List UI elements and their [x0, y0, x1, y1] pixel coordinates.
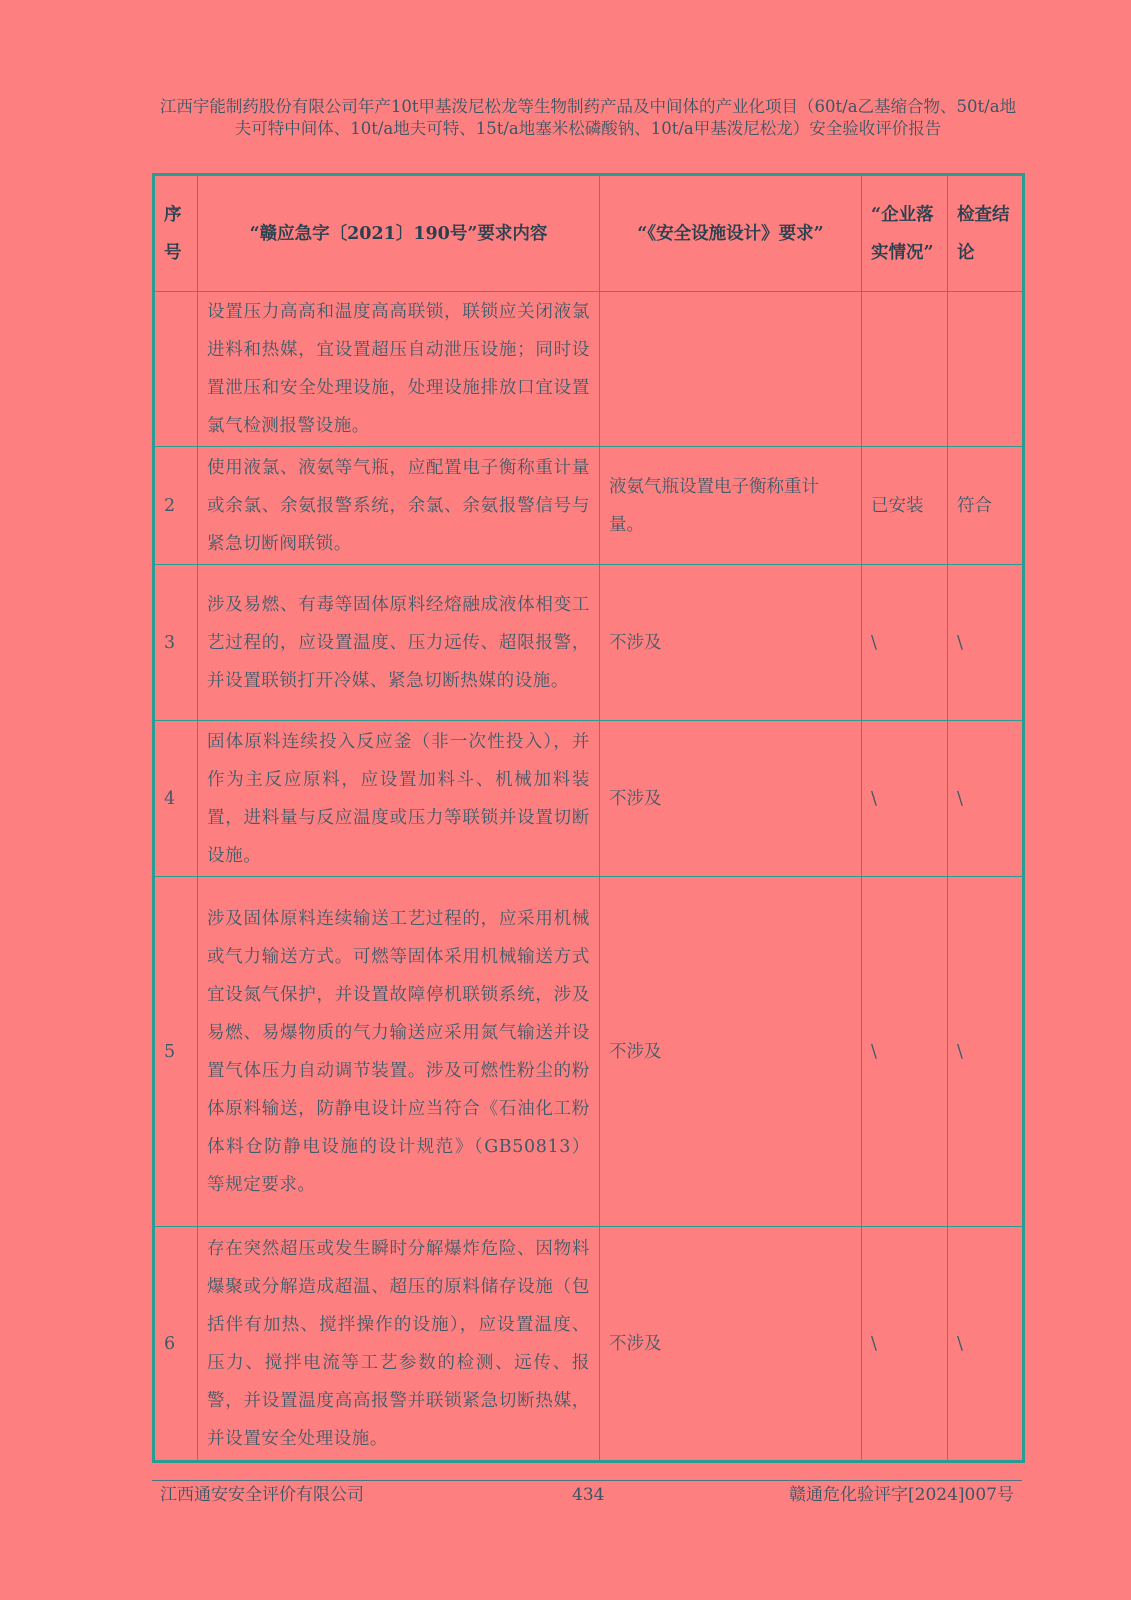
row-index: 4	[154, 721, 198, 877]
row-conclusion: \	[948, 877, 1024, 1227]
table-header-row	[154, 175, 1024, 292]
report-title: 江西宇能制药股份有限公司年产10t甲基泼尼松龙等生物制药产品及中间体的产业化项目（60t/a乙基缩合物、50t/a地夫可特中间体、10t/a地夫可特、15t/a地塞米松磷酸钠、10t/a甲基泼尼松龙）安全验收评价报告	[159, 97, 1017, 138]
row-conclusion: 符合	[948, 447, 1024, 565]
row-index: 6	[154, 1227, 198, 1462]
page-footer	[152, 1480, 1022, 1511]
table-row	[154, 1227, 1024, 1462]
table-row	[154, 447, 1024, 565]
row-conclusion: \	[948, 1227, 1024, 1462]
row-requirement: 涉及易燃、有毒等固体原料经熔融成液体相变工艺过程的，应设置温度、压力远传、超限报警，并设置联锁打开冷媒、紧急切断热媒的设施。	[198, 565, 600, 721]
row-design: 不涉及	[600, 721, 862, 877]
row-design	[600, 292, 862, 447]
row-index: 3	[154, 565, 198, 721]
footer-company: 江西通安安全评价有限公司	[160, 1485, 364, 1505]
row-requirement: 设置压力高高和温度高高联锁，联锁应关闭液氯进料和热媒，宜设置超压自动泄压设施；同时设置泄压和安全处理设施，处理设施排放口宜设置氯气检测报警设施。	[198, 292, 600, 447]
row-status: \	[862, 721, 948, 877]
header-requirement: “赣应急字〔2021〕190号”要求内容	[198, 175, 600, 292]
table-row	[154, 721, 1024, 877]
requirements-table	[152, 173, 1025, 1463]
row-index: 2	[154, 447, 198, 565]
header-status: “企业落实情况”	[862, 175, 948, 292]
row-conclusion	[948, 292, 1024, 447]
row-requirement: 涉及固体原料连续输送工艺过程的，应采用机械或气力输送方式。可燃等固体采用机械输送方式宜设氮气保护，并设置故障停机联锁系统，涉及易燃、易爆物质的气力输送应采用氮气输送并设置气体压力自动调节装置。涉及可燃性粉尘的粉体原料输送，防静电设计应当符合《石油化工粉体料仓防静电设施的设计规范》（GB50813）等规定要求。	[198, 877, 600, 1227]
page-number: 434	[572, 1485, 605, 1505]
header-conclusion: 检查结论	[948, 175, 1024, 292]
row-design: 不涉及	[600, 1227, 862, 1462]
row-status	[862, 292, 948, 447]
footer-doc-number: 赣通危化验评字[2024]007号	[789, 1485, 1014, 1505]
table-row	[154, 877, 1024, 1227]
header-index: 序号	[154, 175, 198, 292]
row-design: 液氨气瓶设置电子衡称重计量。	[600, 447, 862, 565]
row-status: 已安装	[862, 447, 948, 565]
row-conclusion: \	[948, 721, 1024, 877]
row-conclusion: \	[948, 565, 1024, 721]
header-design: “《安全设施设计》要求”	[600, 175, 862, 292]
table-row	[154, 565, 1024, 721]
row-requirement: 固体原料连续投入反应釜（非一次性投入），并作为主反应原料，应设置加料斗、机械加料装置，进料量与反应温度或压力等联锁并设置切断设施。	[198, 721, 600, 877]
row-index: 5	[154, 877, 198, 1227]
row-requirement: 存在突然超压或发生瞬时分解爆炸危险、因物料爆聚或分解造成超温、超压的原料储存设施（包括伴有加热、搅拌操作的设施），应设置温度、压力、搅拌电流等工艺参数的检测、远传、报警，并设置温度高高报警并联锁紧急切断热媒，并设置安全处理设施。	[198, 1227, 600, 1462]
row-requirement: 使用液氯、液氨等气瓶，应配置电子衡称重计量或余氯、余氨报警系统，余氯、余氨报警信号与紧急切断阀联锁。	[198, 447, 600, 565]
page-header	[158, 96, 1018, 140]
row-status: \	[862, 877, 948, 1227]
row-status: \	[862, 1227, 948, 1462]
row-design: 不涉及	[600, 877, 862, 1227]
table-row	[154, 292, 1024, 447]
row-index	[154, 292, 198, 447]
row-design: 不涉及	[600, 565, 862, 721]
row-status: \	[862, 565, 948, 721]
